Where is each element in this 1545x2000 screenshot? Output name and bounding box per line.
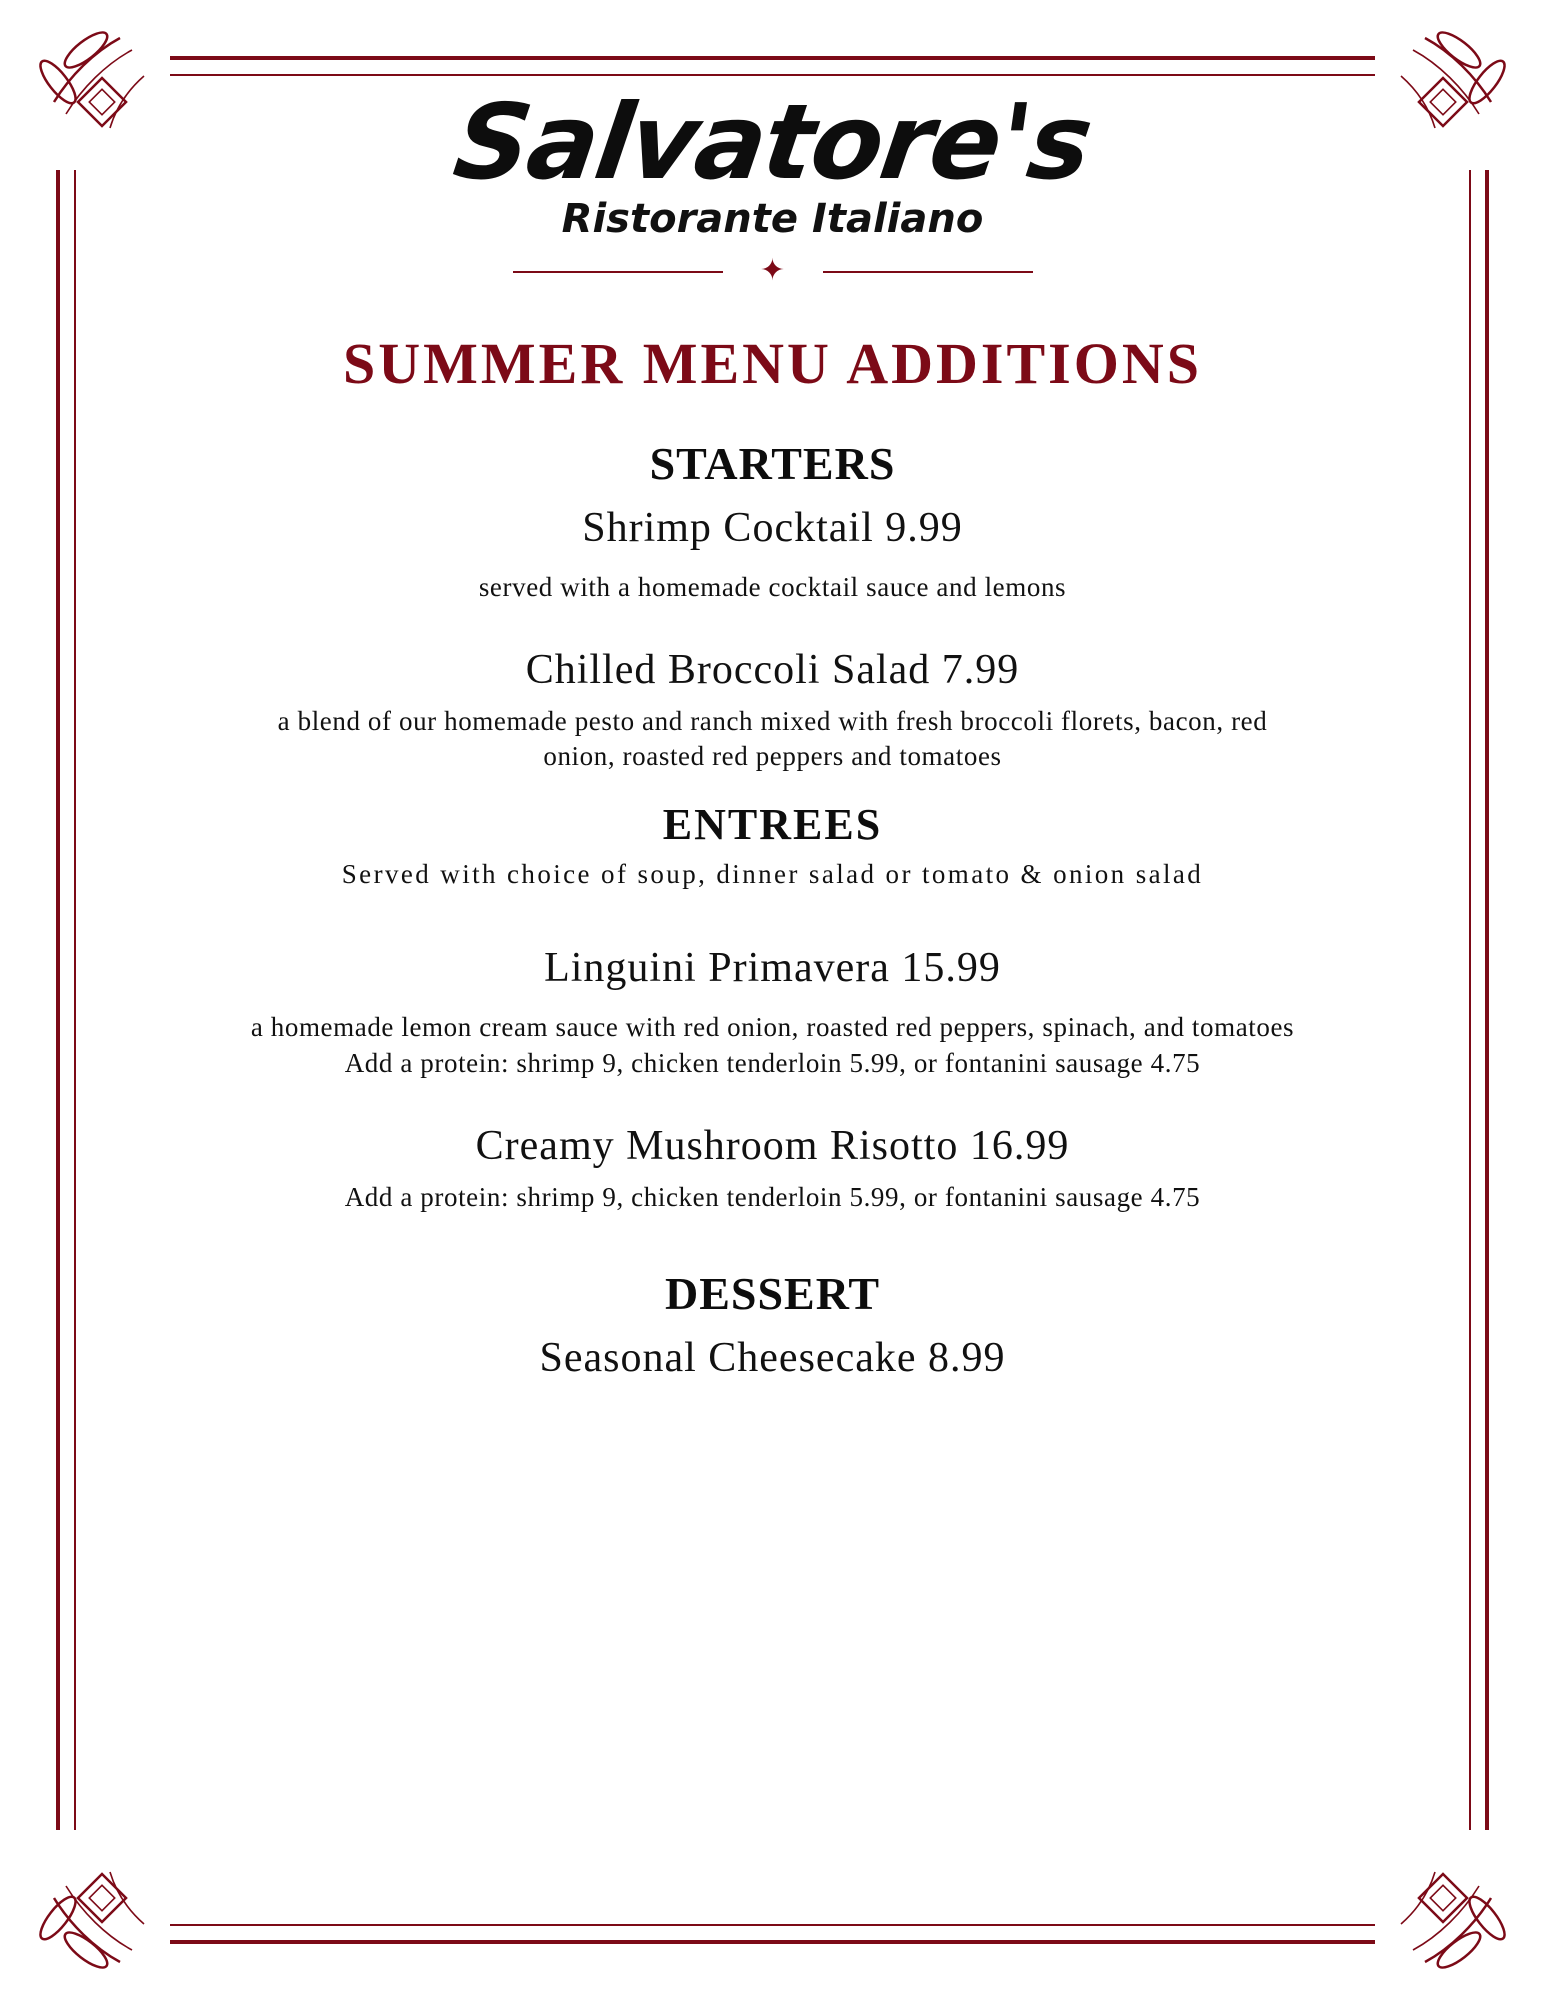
corner-flourish-bottom-left-icon [24, 1816, 184, 1976]
menu-item-name: Chilled Broccoli Salad 7.99 [525, 646, 1020, 693]
diamond-ornament-icon: ✦ [759, 254, 786, 287]
restaurant-name: Salvatore's [447, 81, 1098, 203]
section-heading-dessert: DESSERT [664, 1268, 881, 1320]
menu-item-addons: Add a protein: shrimp 9, chicken tenderloin 5.99, or fontanini sausage 4.75 [344, 1047, 1201, 1078]
menu-item-description: a blend of our homemade pesto and ranch mixed with fresh broccoli florets, bacon, red onion, roasted red peppers and tomatoes [277, 705, 1268, 772]
menu-item-description: a homemade lemon cream sauce with red onion, roasted red peppers, spinach, and tomatoes [250, 1012, 1295, 1043]
menu-item-name: Shrimp Cocktail 9.99 [582, 505, 963, 551]
corner-flourish-bottom-right-icon [1361, 1816, 1521, 1976]
section-note-entrees: Served with choice of soup, dinner salad or tomato & onion salad [341, 858, 1204, 889]
menu-item-name: Seasonal Cheesecake 8.99 [539, 1335, 1006, 1382]
divider-line-right [823, 271, 1033, 273]
divider-line-left [513, 271, 723, 273]
restaurant-tagline: Ristorante Italiano [561, 196, 984, 242]
menu-item-name: Creamy Mushroom Risotto 16.99 [475, 1122, 1070, 1169]
page-title: SUMMER MENU ADDITIONS [343, 331, 1202, 396]
menu-item-description: served with a homemade cocktail sauce and lemons [478, 572, 1067, 602]
section-heading-starters: STARTERS [649, 438, 896, 489]
menu-content [130, 81, 1415, 1382]
section-heading-entrees: ENTREES [662, 799, 883, 849]
menu-item-addons: Add a protein: shrimp 9, chicken tenderloin 5.99, or fontanini sausage 4.75 [344, 1181, 1201, 1212]
ornamental-divider [513, 254, 1033, 287]
menu-item-name: Linguini Primavera 15.99 [544, 945, 1001, 992]
